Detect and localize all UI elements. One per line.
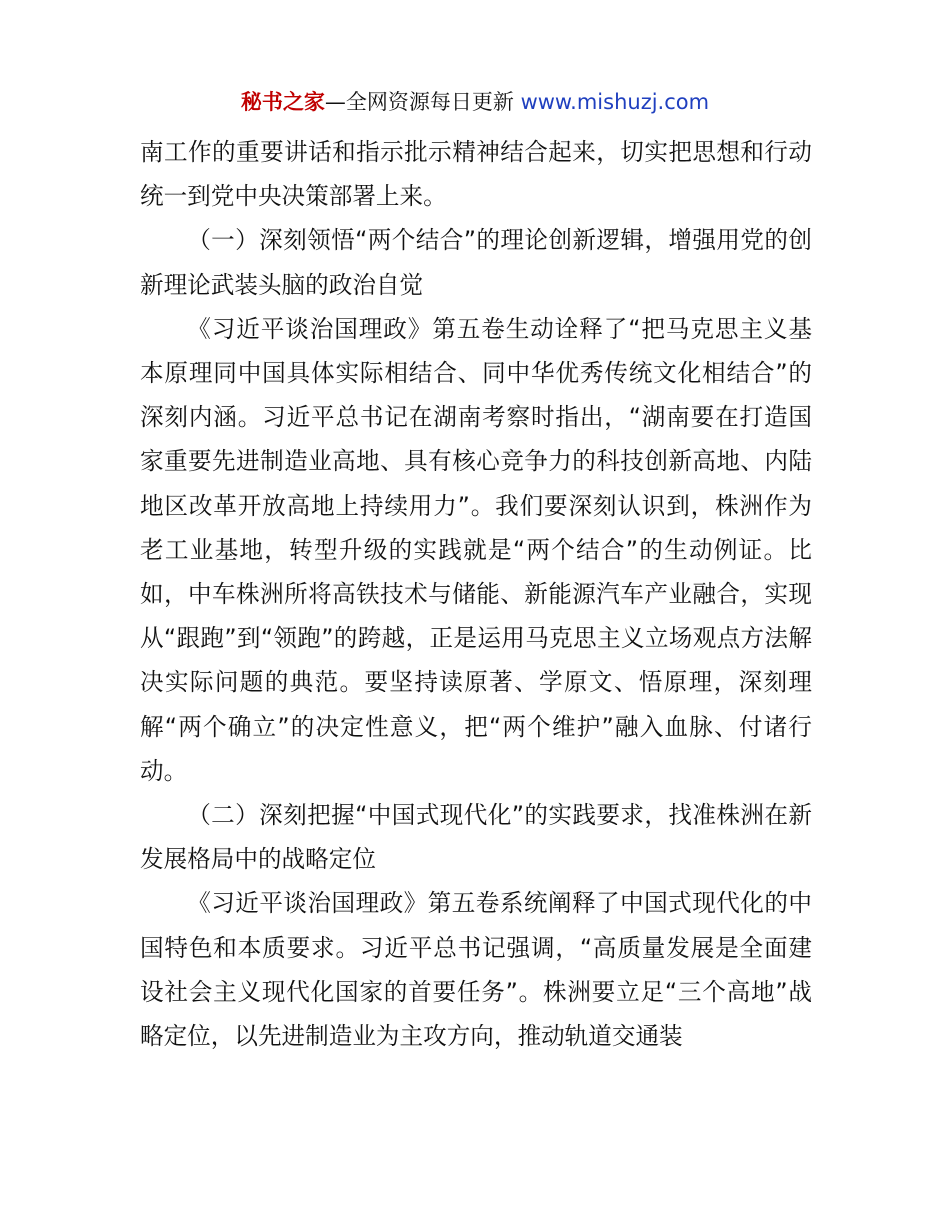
site-brand: 秘书之家 [240,90,325,114]
paragraph-two-integrations: 《习近平谈治国理政》第五卷生动诠释了“把马克思主义基本原理同中国具体实际相结合、同中华优秀传统文化相结合”的深刻内涵。习近平总书记在湖南考察时指出，“湖南要在打造国家重要先进制造业高地、具有核心竞争力的科技创新高地、内陆地区改革开放高地上持续用力”。我们要深刻认识到，株洲作为老工业基地，转型升级的实践就是“两个结合”的生动例证。比如，中车株洲所将高铁技术与储能、新能源汽车产业融合，实现从“跟跑”到“领跑”的跨越，正是运用马克思主义立场观点方法解决实际问题的典范。要坚持读原著、学原文、悟原理，深刻理解“两个确立”的决定性意义，把“两个维护”融入血脉、付诸行动。 [140,314,812,785]
section-heading-two: （二）深刻把握“中国式现代化”的实践要求，找准株洲在新发展格局中的战略定位 [140,801,812,874]
paragraph-continuation: 南工作的重要讲话和指示批示精神结合起来，切实把思想和行动统一到党中央决策部署上来。 [140,138,812,211]
section-heading-one: （一）深刻领悟“两个结合”的理论创新逻辑，增强用党的创新理论武装头脑的政治自觉 [140,226,812,299]
site-tagline: —全网资源每日更新 [324,90,521,114]
paragraph-chinese-modernization: 《习近平谈治国理政》第五卷系统阐释了中国式现代化的中国特色和本质要求。习近平总书记强调，“高质量发展是全面建设社会主义现代化国家的首要任务”。株洲要立足“三个高地”战略定位，以先进制造业为主攻方向，推动轨道交通装 [140,889,812,1051]
site-url-link[interactable]: www.mishuzj.com [520,90,710,114]
site-header [0,86,950,118]
document-body [140,130,812,1058]
